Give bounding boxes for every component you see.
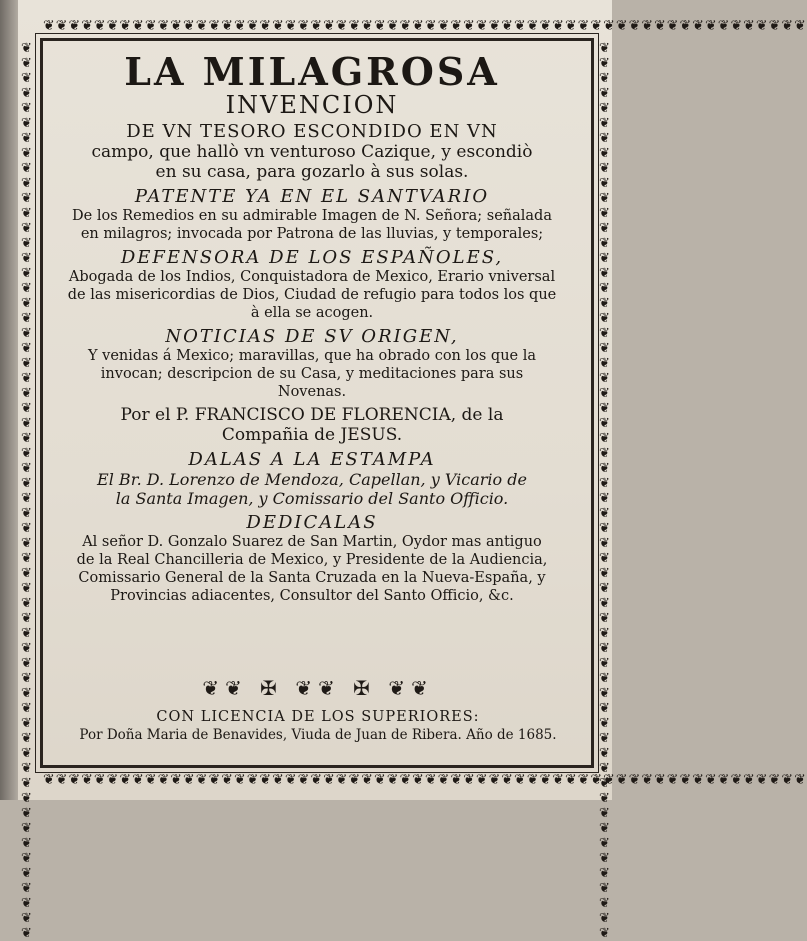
body-line: de las misericordias de Dios, Ciudad de refugio para todos los que [67, 287, 557, 303]
title-line: en su casa, para gozarlo à sus solas. [155, 162, 469, 182]
title-page-text [62, 49, 562, 605]
body-line: Novenas. [277, 384, 347, 400]
right-border-ornaments: ❦❦❦❦❦❦❦❦❦❦❦❦❦❦❦❦❦❦❦❦❦❦❦❦❦❦❦❦❦❦❦❦❦❦❦❦❦❦❦❦❦❦❦❦❦❦❦❦❦❦❦❦❦❦❦❦❦❦❦❦ [597, 41, 612, 941]
body-line: Al señor D. Gonzalo Suarez de San Martin, Oydor mas antiguo [82, 534, 542, 550]
body-line: Y venidas á Mexico; maravillas, que ha obrado con los que la [87, 348, 537, 364]
body-line: Provincias adiacentes, Consultor del Santo Officio, &c. [110, 588, 514, 604]
body-line: invocan; descripcion de su Casa, y meditaciones para sus [100, 366, 524, 382]
license-line: CON LICENCIA DE LOS SUPERIORES: [156, 709, 480, 725]
main-title: LA MILAGROSA [124, 49, 500, 94]
body-line: El Br. D. Lorenzo de Mendoza, Capellan, y Vicario de [97, 470, 527, 489]
printer-line: Por Doña Maria de Benavides, Viuda de Juan de Ribera. Año de 1685. [79, 727, 557, 743]
author-line: Por el P. FRANCISCO DE FLORENCIA, de la [120, 405, 504, 425]
top-border-ornaments: ❦❦❦❦❦❦❦❦❦❦❦❦❦❦❦❦❦❦❦❦❦❦❦❦❦❦❦❦❦❦❦❦❦❦❦❦❦❦❦❦❦❦❦❦❦❦❦❦❦❦❦❦❦❦❦❦❦❦❦❦ [43, 18, 807, 34]
body-line: à ella se acogen. [250, 305, 374, 321]
fleuron-row [58, 676, 578, 700]
author-line: Compañia de JESUS. [221, 425, 403, 445]
body-line: la Santa Imagen, y Comissario del Santo Officio. [115, 489, 509, 508]
left-border-ornaments: ❦❦❦❦❦❦❦❦❦❦❦❦❦❦❦❦❦❦❦❦❦❦❦❦❦❦❦❦❦❦❦❦❦❦❦❦❦❦❦❦❦❦❦❦❦❦❦❦❦❦❦❦❦❦❦❦❦❦❦❦ [19, 41, 34, 941]
body-line: De los Remedios en su admirable Imagen de N. Señora; señalada [72, 208, 552, 224]
section-heading: DEDICALAS [246, 512, 378, 533]
title-page [18, 0, 807, 941]
bottom-border-ornaments: ❦❦❦❦❦❦❦❦❦❦❦❦❦❦❦❦❦❦❦❦❦❦❦❦❦❦❦❦❦❦❦❦❦❦❦❦❦❦❦❦❦❦❦❦❦❦❦❦❦❦❦❦❦❦❦❦❦❦❦❦ [43, 772, 807, 788]
title-line: campo, que hallò vn venturoso Cazique, y escondiò [91, 142, 533, 162]
subtitle: INVENCION [225, 91, 399, 119]
section-heading: DEFENSORA DE LOS ESPAÑOLES, [120, 247, 504, 268]
body-line: en milagros; invocada por Patrona de las lluvias, y temporales; [80, 226, 544, 242]
section-heading: NOTICIAS DE SV ORIGEN, [165, 326, 459, 347]
title-line: DE VN TESORO ESCONDIDO EN VN [126, 121, 498, 142]
section-heading: DALAS A LA ESTAMPA [188, 449, 436, 470]
section-heading: PATENTE YA EN EL SANTVARIO [134, 186, 490, 207]
body-line: Comissario General de la Santa Cruzada en la Nueva-España, y [78, 570, 546, 586]
imprint [58, 708, 578, 744]
fleuron-ornament: ❦❦ ✠ ❦❦ ✠ ❦❦ [202, 676, 434, 700]
body-line: Abogada de los Indios, Conquistadora de Mexico, Erario vniversal [68, 269, 556, 285]
body-line: de la Real Chancilleria de Mexico, y Presidente de la Audiencia, [76, 552, 548, 568]
